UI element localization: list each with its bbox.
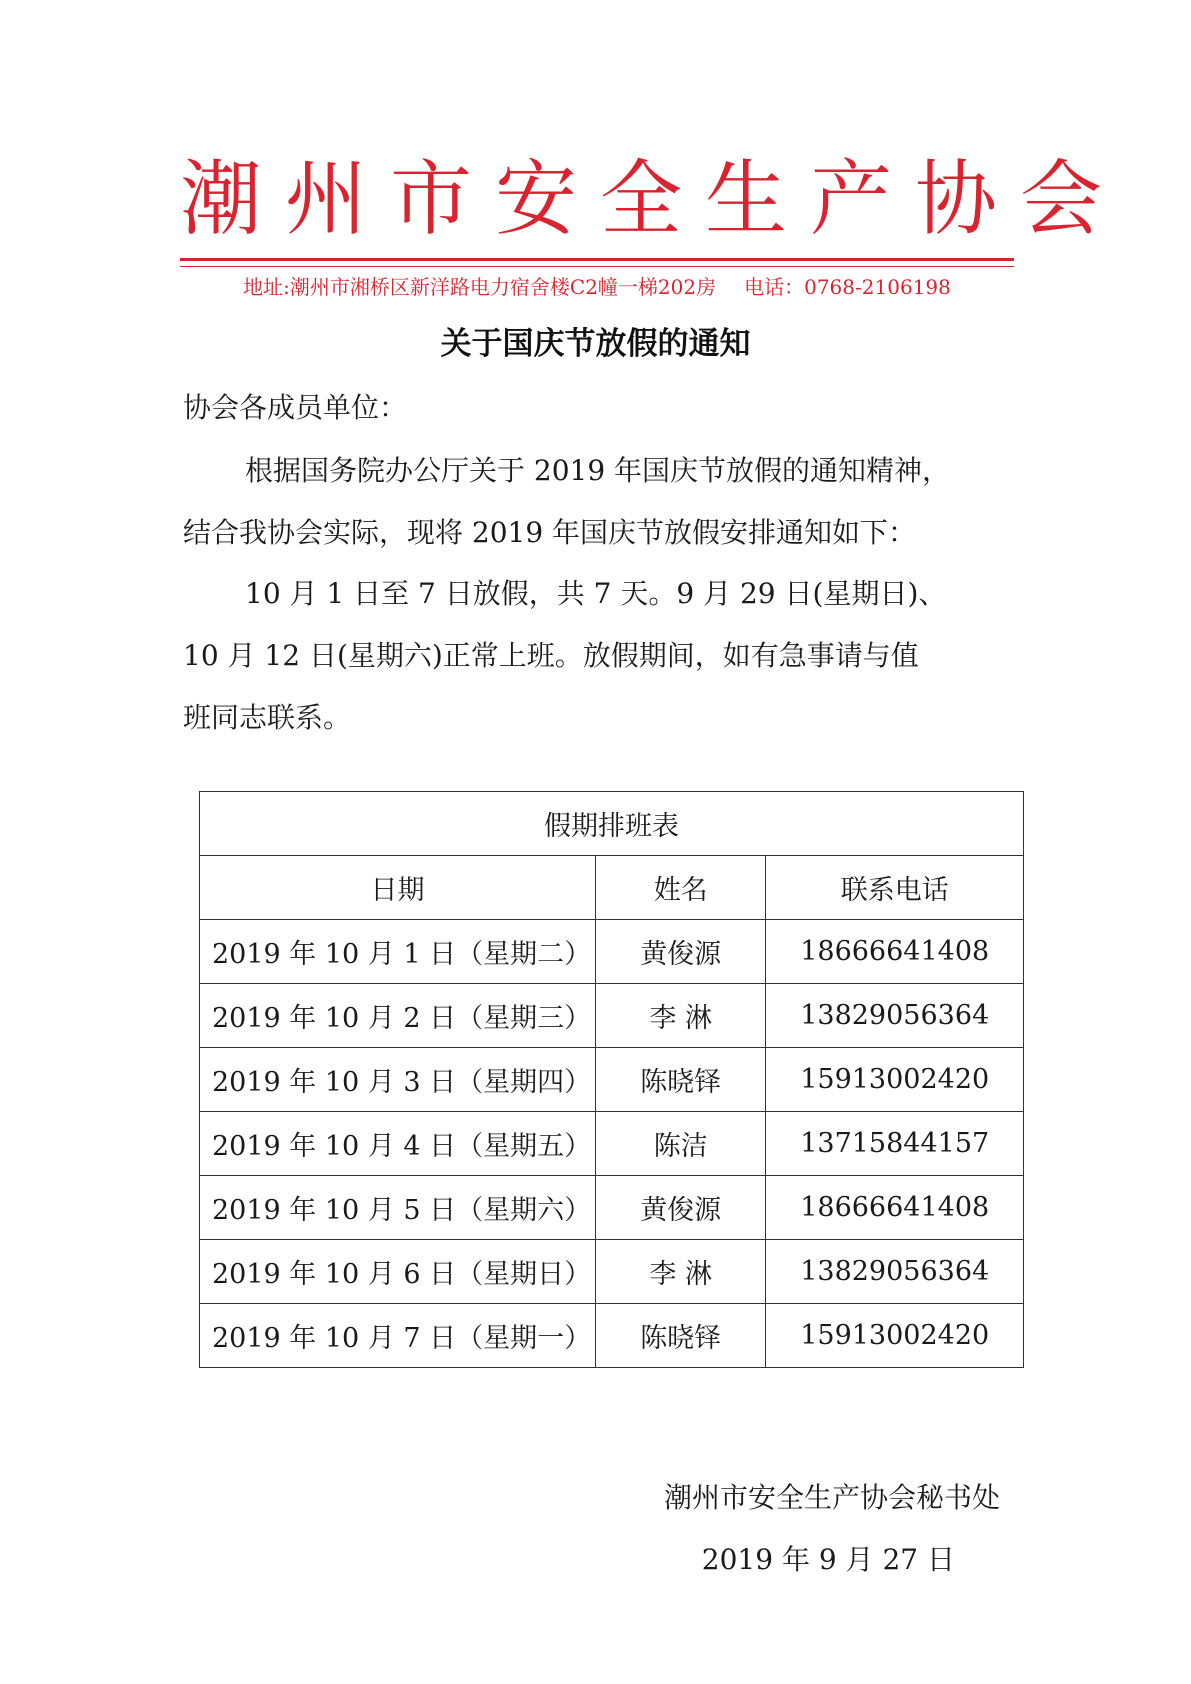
header-name: 姓名 bbox=[595, 856, 765, 920]
header-phone: 联系电话 bbox=[766, 856, 1024, 920]
phone-cell: 13829056364 bbox=[766, 984, 1024, 1048]
date-cell: 2019 年 10 月 2 日（星期三） bbox=[200, 984, 596, 1048]
name-cell: 李 淋 bbox=[595, 984, 765, 1048]
table-header-row bbox=[200, 856, 1024, 920]
letterhead-address: 地址:潮州市湘桥区新洋路电力宿舍楼C2幢一梯202房 bbox=[243, 275, 717, 299]
letterhead-phone: 电话：0768-2106198 bbox=[744, 275, 951, 299]
footer-signature: 潮州市安全生产协会秘书处 bbox=[663, 1481, 1000, 1514]
table-row bbox=[200, 1304, 1024, 1368]
phone-cell: 18666641408 bbox=[766, 1176, 1024, 1240]
name-cell: 陈洁 bbox=[595, 1112, 765, 1176]
table-row bbox=[200, 984, 1024, 1048]
footer-date: 2019 年 9 月 27 日 bbox=[701, 1543, 955, 1576]
phone-cell: 18666641408 bbox=[766, 920, 1024, 984]
date-cell: 2019 年 10 月 1 日（星期二） bbox=[200, 920, 596, 984]
table-row bbox=[200, 1176, 1024, 1240]
table-row bbox=[200, 1048, 1024, 1112]
table-row bbox=[200, 920, 1024, 984]
phone-cell: 13715844157 bbox=[766, 1112, 1024, 1176]
letterhead-rule-thick bbox=[180, 258, 1014, 261]
paragraph-line: 班同志联系。 bbox=[183, 701, 352, 734]
paragraph-line: 根据国务院办公厅关于 2019 年国庆节放假的通知精神， bbox=[245, 454, 951, 487]
name-cell: 黄俊源 bbox=[595, 1176, 765, 1240]
notice-salutation: 协会各成员单位： bbox=[183, 391, 408, 424]
letterhead-contact-line bbox=[180, 272, 1014, 302]
date-cell: 2019 年 10 月 4 日（星期五） bbox=[200, 1112, 596, 1176]
table-caption-row bbox=[200, 792, 1024, 856]
name-cell: 黄俊源 bbox=[595, 920, 765, 984]
paragraph-line: 10 月 1 日至 7 日放假，共 7 天。9 月 29 日(星期日)、 bbox=[245, 577, 947, 610]
name-cell: 陈晓铎 bbox=[595, 1304, 765, 1368]
phone-cell: 13829056364 bbox=[766, 1240, 1024, 1304]
date-cell: 2019 年 10 月 6 日（星期日） bbox=[200, 1240, 596, 1304]
notice-paragraph-1 bbox=[183, 440, 1023, 564]
date-cell: 2019 年 10 月 7 日（星期一） bbox=[200, 1304, 596, 1368]
phone-cell: 15913002420 bbox=[766, 1304, 1024, 1368]
date-cell: 2019 年 10 月 5 日（星期六） bbox=[200, 1176, 596, 1240]
letterhead-rule-thin bbox=[180, 266, 1014, 267]
table-row bbox=[200, 1240, 1024, 1304]
name-cell: 陈晓铎 bbox=[595, 1048, 765, 1112]
phone-cell: 15913002420 bbox=[766, 1048, 1024, 1112]
name-cell: 李 淋 bbox=[595, 1240, 765, 1304]
notice-paragraph-2 bbox=[183, 563, 1023, 749]
holiday-duty-table bbox=[199, 791, 1024, 1368]
letterhead-org-name: 潮州市安全生产协会 bbox=[180, 152, 1126, 247]
paragraph-line: 结合我协会实际，现将 2019 年国庆节放假安排通知如下： bbox=[183, 516, 917, 549]
notice-title: 关于国庆节放假的通知 bbox=[440, 326, 751, 362]
date-cell: 2019 年 10 月 3 日（星期四） bbox=[200, 1048, 596, 1112]
table-caption: 假期排班表 bbox=[200, 792, 1024, 856]
header-date: 日期 bbox=[200, 856, 596, 920]
table-row bbox=[200, 1112, 1024, 1176]
paragraph-line: 10 月 12 日(星期六)正常上班。放假期间，如有急事请与值 bbox=[183, 639, 919, 672]
